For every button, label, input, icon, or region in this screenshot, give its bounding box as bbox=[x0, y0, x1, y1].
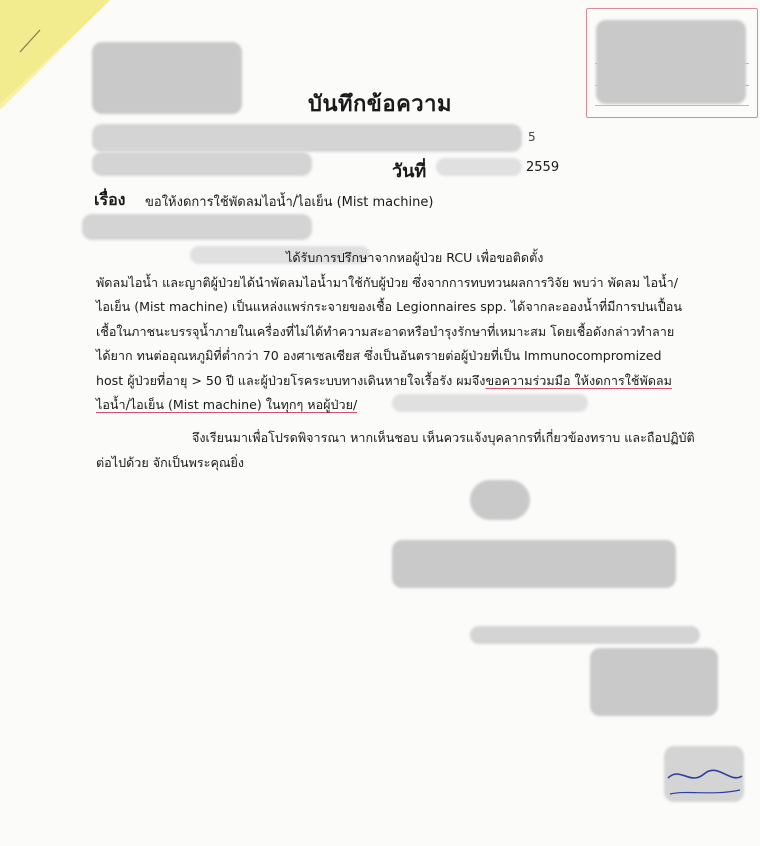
body-line bbox=[96, 393, 716, 418]
subject-text: ขอให้งดการใช้พัดลมไอน้ำ/ไอเย็น (Mist machine) bbox=[145, 195, 434, 210]
memo-title: บันทึกข้อความ bbox=[307, 92, 452, 117]
body-line: พัดลมไอน้ำ และญาติผู้ป่วยได้นำพัดลมไอน้ำมาใช้กับผู้ป่วย ซึ่งจากการทบทวนผลการวิจัย พบว่า พัดลม ไอน้ำ/ bbox=[96, 274, 678, 290]
redacted-signature-1 bbox=[470, 480, 530, 520]
date-year: 2559 bbox=[526, 160, 560, 175]
redacted-recipient bbox=[82, 214, 312, 240]
body-line: เชื้อในภาชนะบรรจุน้ำภายในเครื่องที่ไม่ได้ทำความสะอาดหรือบำรุงรักษาที่เหมาะสม โดยเชื้อดังกล่าวทำลาย bbox=[96, 323, 675, 339]
signature-stroke bbox=[660, 756, 750, 806]
highlighted-request-cont: ไอน้ำ/ไอเย็น (Mist machine) ในทุกๆ หอผู้ป่วย/ bbox=[96, 397, 358, 412]
body-line: ไอเย็น (Mist machine) เป็นแหล่งแพร่กระจายของเชื้อ Legionnaires spp. ได้จากละอองน้ำที่มีการปนเปื้อน bbox=[96, 299, 682, 314]
redacted-date-day bbox=[436, 158, 522, 176]
body-line: จึงเรียนมาเพื่อโปรดพิจารณา หากเห็นชอบ เห็นควรแจ้งบุคลากรที่เกี่ยวข้องทราบ และถือปฏิบัติ bbox=[192, 430, 695, 445]
body-line: ได้ยาก ทนต่ออุณหภูมิที่ต่ำกว่า 70 องศาเซลเซียส ซึ่งเป็นอันตรายต่อผู้ป่วยที่เป็น Immunocompromized bbox=[96, 348, 662, 363]
body-paragraph-2 bbox=[96, 426, 716, 475]
date-label: วันที่ bbox=[392, 161, 427, 182]
body-line: host ผู้ป่วยที่อายุ > 50 ปี และผู้ป่วยโรคระบบทางเดินหายใจเรื้อรัง ผมจึงขอความร่วมมือ ให้งดการใช้พัดลม bbox=[96, 372, 672, 388]
redacted-to-line bbox=[92, 152, 312, 176]
body-line: ได้รับการปรึกษาจากหอผู้ป่วย RCU เพื่อขอติดตั้ง bbox=[286, 250, 544, 265]
subject-label: เรื่อง bbox=[94, 190, 126, 209]
body-line: ต่อไปด้วย จักเป็นพระคุณยิ่ง bbox=[96, 454, 245, 470]
redacted-signer-name-2 bbox=[590, 648, 718, 716]
redacted-signature-2 bbox=[470, 626, 700, 644]
redacted-signer-name-1 bbox=[392, 540, 676, 588]
body-paragraph-1 bbox=[96, 246, 716, 418]
reference-number-fragment: 5 bbox=[528, 130, 536, 144]
highlighted-request: ขอความร่วมมือ ให้งดการใช้พัดลม bbox=[485, 372, 672, 388]
redacted-ref-line bbox=[92, 124, 522, 152]
